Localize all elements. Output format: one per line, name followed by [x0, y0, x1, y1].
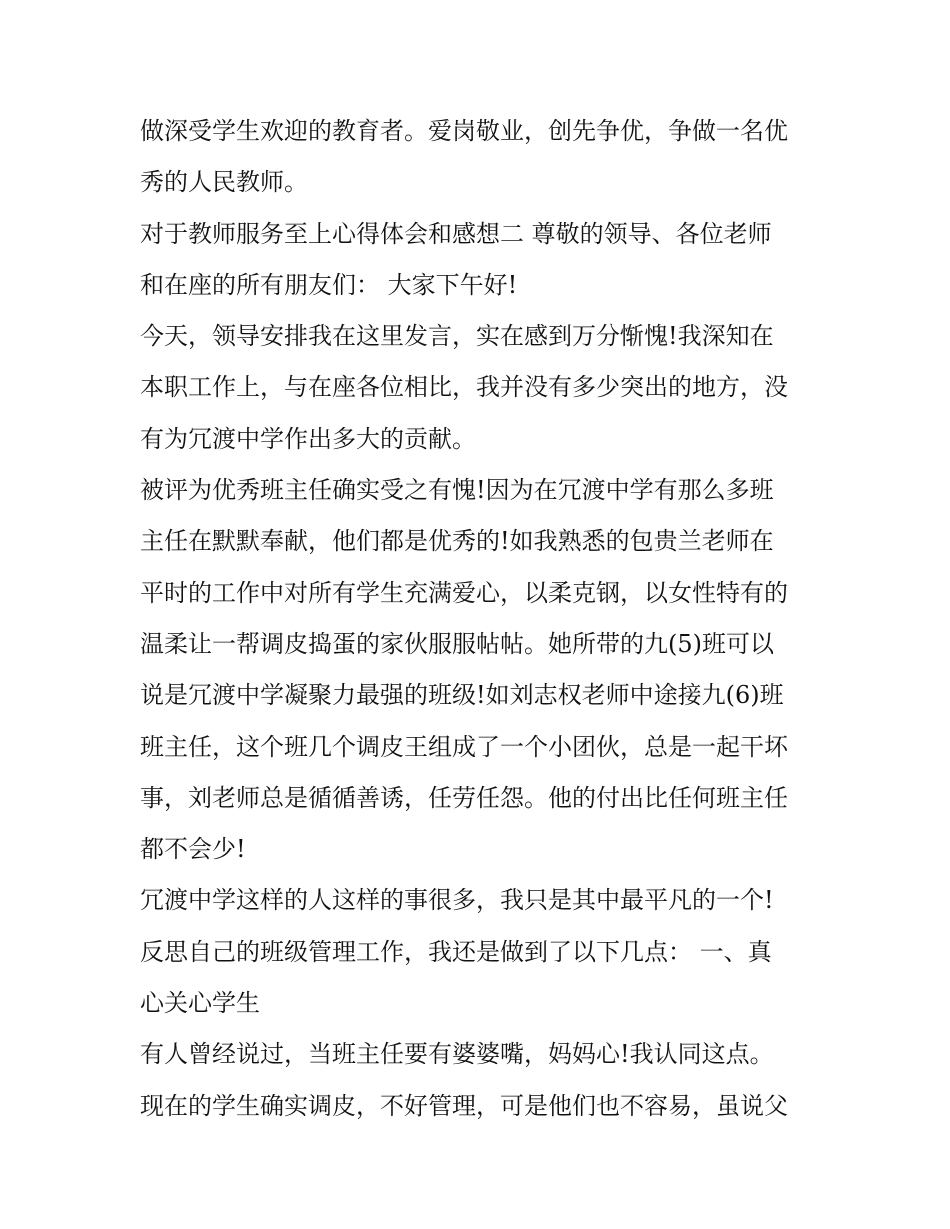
text-line: 主任在默默奉献，他们都是优秀的!如我熟悉的包贵兰老师在 — [140, 527, 774, 556]
text-line: 和在座的所有朋友们： 大家下午好! — [140, 270, 518, 299]
text-line: 本职工作上，与在座各位相比，我并没有多少突出的地方，没 — [140, 373, 788, 402]
text-line: 说是冗渡中学凝聚力最强的班级!如刘志权老师中途接九(6)班 — [140, 681, 784, 710]
text-line: 有人曾经说过，当班主任要有婆婆嘴，妈妈心!我认同这点。 — [140, 1040, 774, 1069]
text-line: 对于教师服务至上心得体会和感想二 尊敬的领导、各位老师 — [140, 219, 772, 248]
body-text — [140, 106, 830, 1132]
text-line: 做深受学生欢迎的教育者。爱岗敬业，创先争优，争做一名优 — [140, 117, 788, 145]
text-line: 都不会少! — [140, 835, 246, 864]
text-line: 温柔让一帮调皮捣蛋的家伙服服帖帖。她所带的九(5)班可以 — [140, 629, 774, 658]
text-line: 有为冗渡中学作出多大的贡献。 — [140, 424, 476, 453]
text-line: 平时的工作中对所有学生充满爱心，以柔克钢，以女性特有的 — [140, 578, 788, 607]
text-line: 反思自己的班级管理工作，我还是做到了以下几点： 一、真 — [140, 937, 772, 966]
text-line: 现在的学生确实调皮，不好管理，可是他们也不容易，虽说父 — [140, 1091, 788, 1120]
text-line: 事，刘老师总是循循善诱，任劳任怨。他的付出比任何班主任 — [140, 783, 788, 812]
text-line: 被评为优秀班主任确实受之有愧!因为在冗渡中学有那么多班 — [140, 476, 774, 505]
text-line: 心关心学生 — [140, 989, 260, 1018]
text-line: 冗渡中学这样的人这样的事很多，我只是其中最平凡的一个! — [140, 886, 774, 915]
text-line: 秀的人民教师。 — [140, 168, 308, 197]
text-line: 今天，领导安排我在这里发言，实在感到万分惭愧!我深知在 — [140, 322, 774, 351]
text-line: 班主任，这个班几个调皮王组成了一个小团伙，总是一起干坏 — [140, 732, 788, 761]
